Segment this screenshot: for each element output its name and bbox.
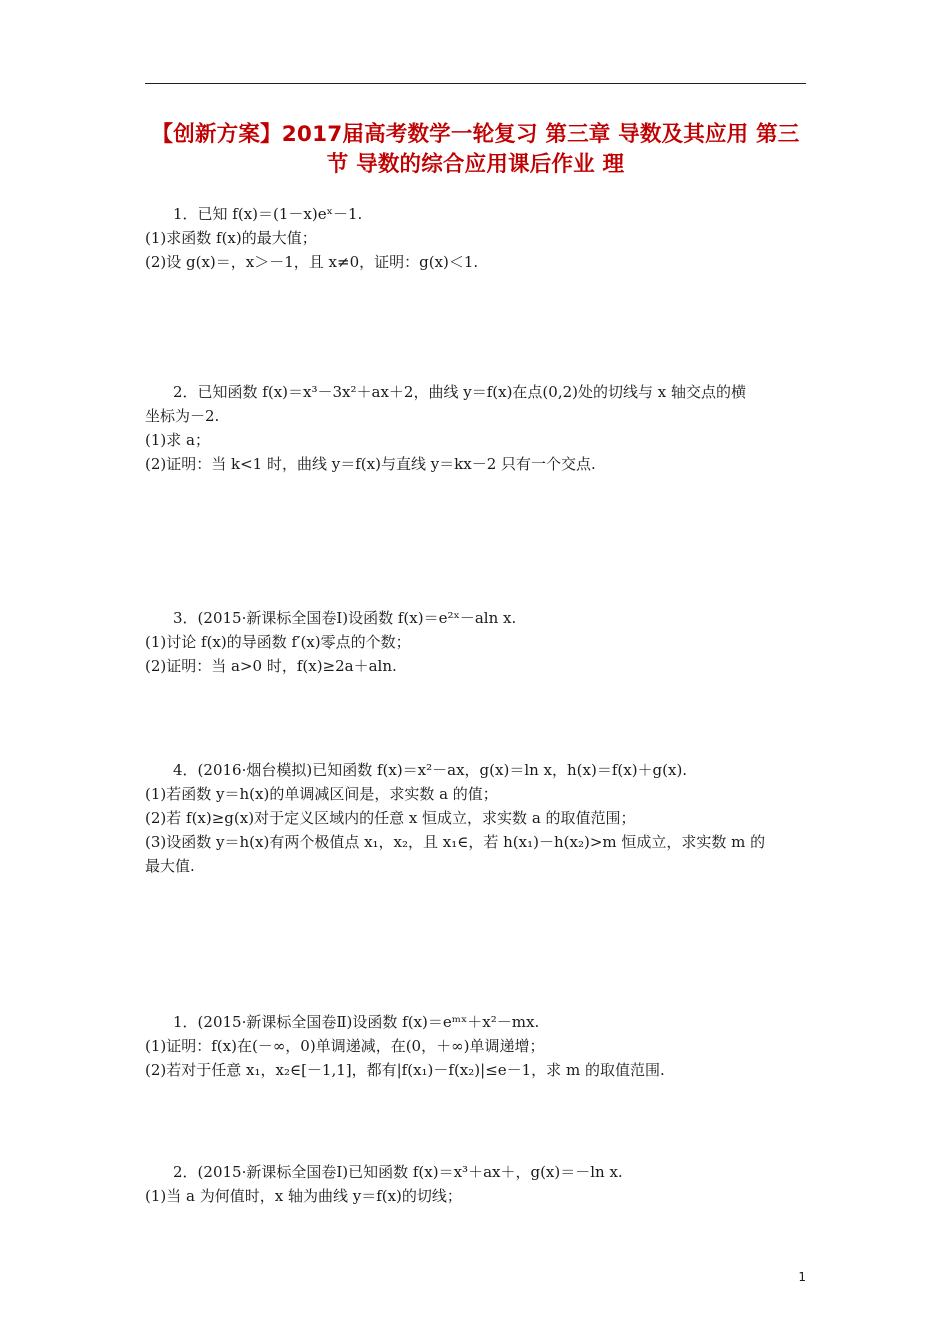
problem-line: (3)设函数 y＝h(x)有两个极值点 x₁，x₂，且 x₁∈，若 h(x₁)－h(x₂)>m 恒成立，求实数 m 的 [145,833,766,851]
problem-line: 2．(2015·新课标全国卷Ⅰ)已知函数 f(x)＝x³＋ax＋，g(x)＝－ln x. [173,1163,623,1181]
problem-line: 2．已知函数 f(x)＝x³－3x²＋ax＋2，曲线 y＝f(x)在点(0,2)处的切线与 x 轴交点的横 [173,383,746,401]
problem-3 [145,606,810,678]
problem-2 [145,380,810,476]
problem-line: (2)设 g(x)＝，x＞－1，且 x≠0，证明：g(x)＜1. [145,253,479,271]
problem-line: 坐标为－2. [145,407,220,425]
problem-line: 1．已知 f(x)＝(1－x)eˣ－1. [173,205,363,223]
problem-line: (1)若函数 y＝h(x)的单调减区间是，求实数 a 的值； [145,785,498,803]
problem-line: (2)若 f(x)≥g(x)对于定义区域内的任意 x 恒成立，求实数 a 的取值范围； [145,809,636,827]
problem-line: 最大值. [145,857,195,875]
problem-line: 1．(2015·新课标全国卷Ⅱ)设函数 f(x)＝eᵐˣ＋x²－mx. [173,1013,540,1031]
problem-line: (1)证明：f(x)在(－∞，0)单调递减，在(0，＋∞)单调递增； [145,1037,545,1055]
problem-line: 4．(2016·烟台模拟)已知函数 f(x)＝x²－ax，g(x)＝ln x，h(x)＝f(x)＋g(x). [173,761,688,779]
problem-line: (1)当 a 为何值时，x 轴为曲线 y＝f(x)的切线； [145,1187,462,1205]
problem-line: (1)求 a； [145,431,210,449]
title-line-1: 【创新方案】2017届高考数学一轮复习 第三章 导数及其应用 第三 [151,122,800,147]
problem-line: (2)证明：当 k<1 时，曲线 y＝f(x)与直线 y＝kx－2 只有一个交点. [145,455,596,473]
problem-4 [145,758,810,878]
problem-line: (2)证明：当 a>0 时，f(x)≥2a＋aln. [145,657,397,675]
header-rule [145,83,806,84]
page-number: 1 [798,1270,806,1284]
title-line-2: 节 导数的综合应用课后作业 理 [326,152,625,177]
problem-line: (1)求函数 f(x)的最大值； [145,229,317,247]
document-title [145,120,806,180]
problem-line: (2)若对于任意 x₁，x₂∈[－1,1]，都有|f(x₁)－f(x₂)|≤e－1，求 m 的取值范围. [145,1061,665,1079]
problem-line: 3．(2015·新课标全国卷Ⅰ)设函数 f(x)＝e²ˣ－aln x. [173,609,517,627]
problem-1 [145,202,810,274]
problem-b1 [145,1010,810,1082]
problem-b2 [145,1160,810,1208]
problem-line: (1)讨论 f(x)的导函数 f′(x)零点的个数； [145,633,411,651]
